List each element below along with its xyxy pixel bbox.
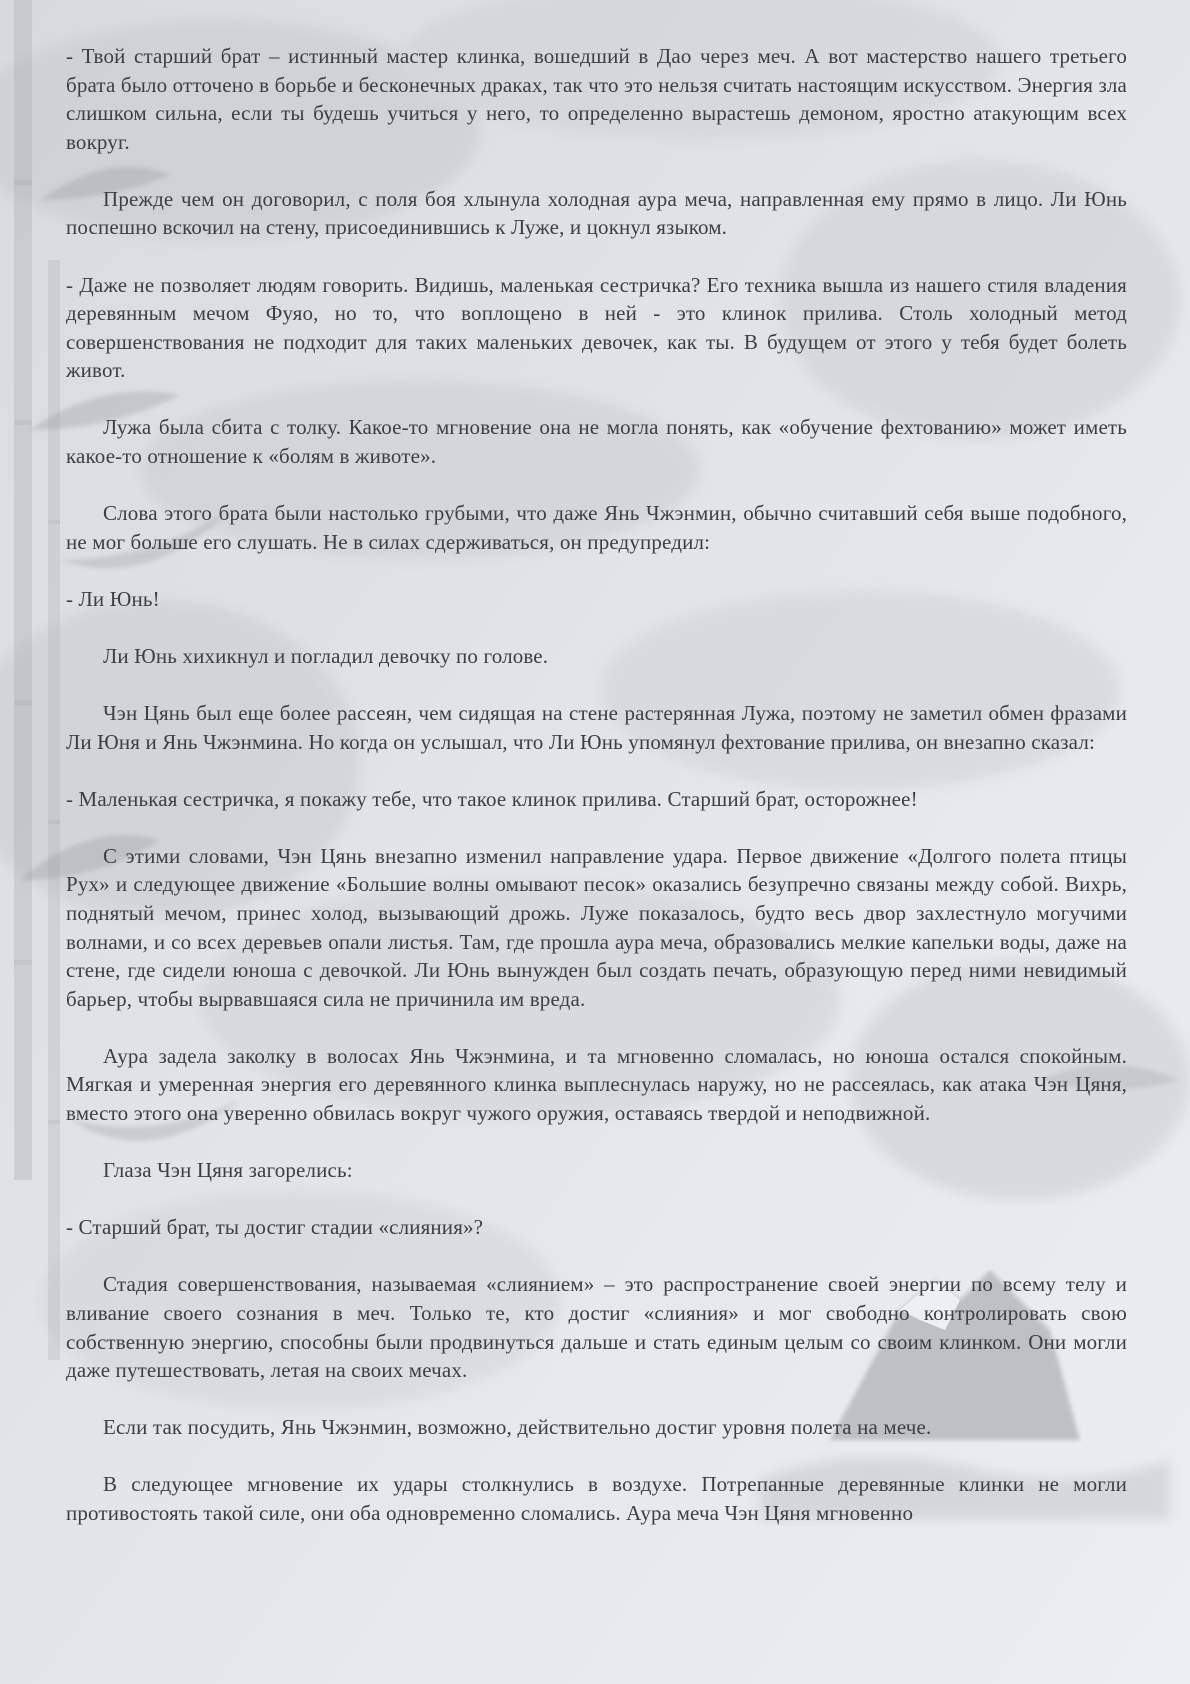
narration-paragraph: С этими словами, Чэн Цянь внезапно изменил направление удара. Первое движение «Долгого полета птицы Рух» и следующее движение «Большие волны омывают песок» оказались безупречно связаны между собой. Вихрь, поднятый мечом, принес холод, вызывающий дрожь. Луже показалось, будто весь двор захлестнуло могучими волнами, и со всех деревьев опали листья. Там, где прошла аура меча, образовались мелкие капельки воды, даже на стене, где сидели юноша с девочкой. Ли Юнь вынужден был создать печать, образующую перед ними невидимый барьер, чтобы вырвавшаяся сила не причинила им вреда. [66, 843, 1127, 1011]
narration-paragraph: Глаза Чэн Цяня загорелись: [103, 1158, 353, 1183]
dialogue-paragraph: - Ли Юнь! [66, 586, 160, 611]
narration-paragraph: Если так посудить, Янь Чжэнмин, возможно, действительно достиг уровня полета на мече. [103, 1415, 932, 1440]
narration-paragraph: Слова этого брата были настолько грубыми, что даже Янь Чжэнмин, обычно считавший себя выше подобного, не мог больше его слушать. Не в силах сдерживаться, он предупредил: [66, 501, 1127, 554]
narration-paragraph: Аура задела заколку в волосах Янь Чжэнмина, и та мгновенно сломалась, но юноша остался спокойным. Мягкая и умеренная энергия его деревянного клинка выплеснулась наружу, но не рассеялась, как атака Чэн Цяня, вместо этого она уверенно обвилась вокруг чужого оружия, оставаясь твердой и неподвижной. [66, 1043, 1127, 1126]
dialogue-paragraph: - Даже не позволяет людям говорить. Видишь, маленькая сестричка? Его техника вышла из нашего стиля владения деревянным мечом Фуяо, но то, что воплощено в ней - это клинок прилива. Столь холодный метод совершенствования не подходит для таких маленьких девочек, как ты. В будущем от этого у тебя будет болеть живот. [66, 272, 1127, 383]
dialogue-paragraph: - Маленькая сестричка, я покажу тебе, что такое клинок прилива. Старший брат, осторожнее! [66, 786, 918, 811]
dialogue-paragraph: - Старший брат, ты достиг стадии «слияния»? [66, 1215, 484, 1240]
narration-paragraph: Прежде чем он договорил, с поля боя хлынула холодная аура меча, направленная ему прямо в лицо. Ли Юнь поспешно вскочил на стену, присоединившись к Луже, и цокнул языком. [66, 186, 1127, 240]
narration-paragraph: Чэн Цянь был еще более рассеян, чем сидящая на стене растерянная Лужа, поэтому не заметил обмен фразами Ли Юня и Янь Чжэнмина. Но когда он услышал, что Ли Юнь упомянул фехтование прилива, он внезапно сказал: [66, 701, 1127, 754]
narration-paragraph: Стадия совершенствования, называемая «слиянием» – это распространение своей энергии по всему телу и вливание своего сознания в меч. Только те, кто достиг «слияния» и мог свободно контролировать свою собственную энергию, способны были продвинуться дальше и стать единым целым со своим клинком. Они могли даже путешествовать, летая на своих мечах. [66, 1272, 1127, 1383]
narration-paragraph: Ли Юнь хихикнул и погладил девочку по голове. [103, 643, 549, 668]
dialogue-paragraph: - Твой старший брат – истинный мастер клинка, вошедший в Дао через меч. А вот мастерство нашего третьего брата было отточено в борьбе и бесконечных драках, так что это нельзя считать настоящим искусством. Энергия зла слишком сильна, если ты будешь учиться у него, то определенно вырастешь демоном, яростно атакующим всех вокруг. [66, 44, 1127, 154]
narration-paragraph: В следующее мгновение их удары столкнулись в воздухе. Потрепанные деревянные клинки не могли противостоять такой силе, они оба одновременно сломались. Аура меча Чэн Цяня мгновенно [66, 1472, 1127, 1525]
narration-paragraph: Лужа была сбита с толку. Какое-то мгновение она не могла понять, как «обучение фехтованию» может иметь какое-то отношение к «болям в животе». [66, 415, 1127, 469]
